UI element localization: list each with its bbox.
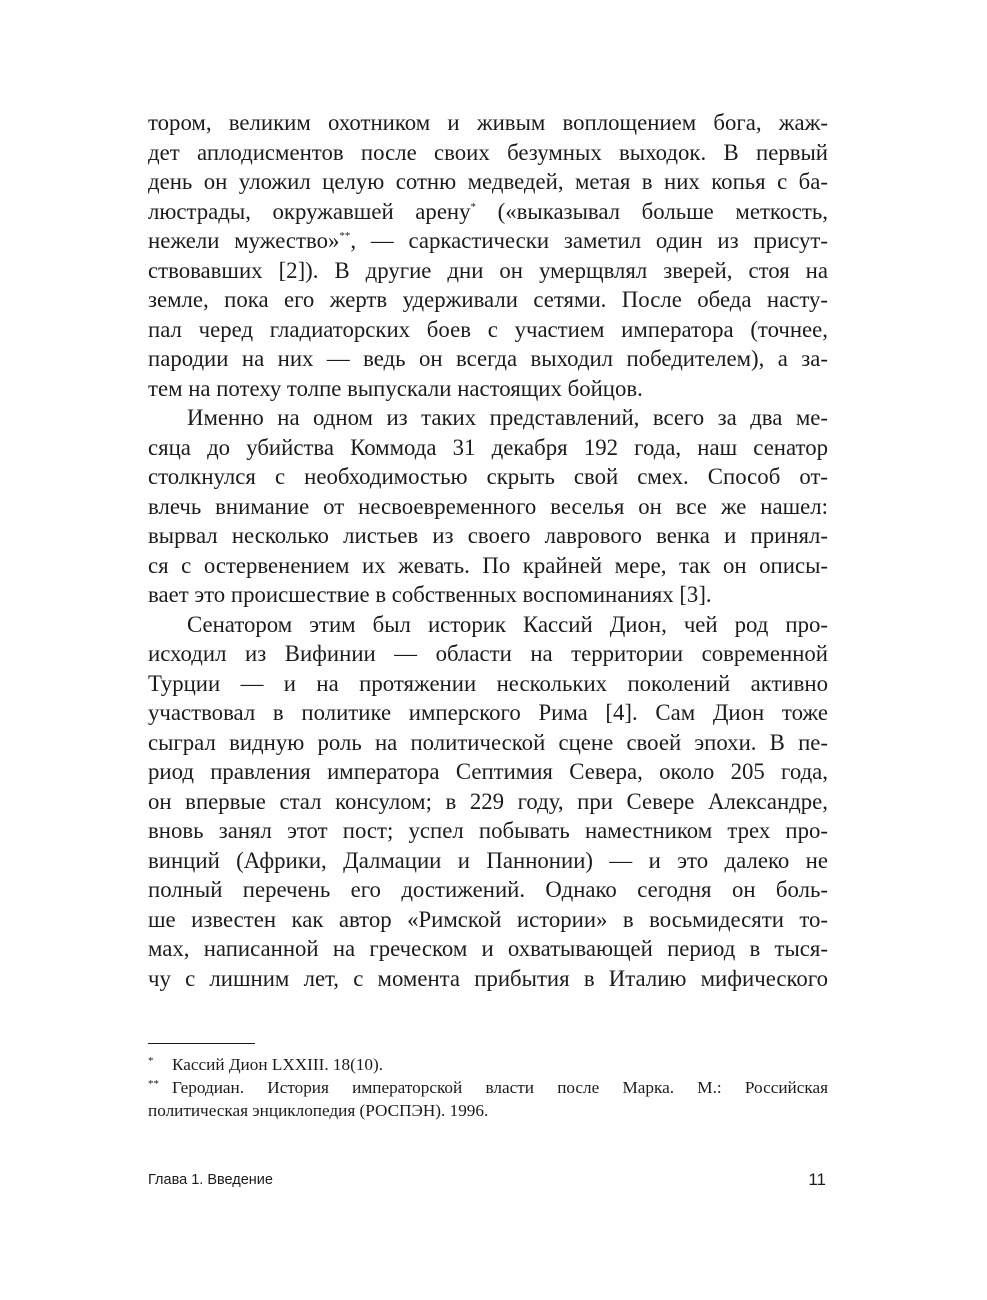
footnote-line: * Кассий Дион LXXIII. 18(10). [148,1055,384,1074]
paragraph [148,610,828,994]
paragraph [148,403,828,610]
footnote-reference: * [470,200,477,213]
main-text [148,108,828,993]
text-line: столкнулся с необходимостью скрыть свой смех. Способ от- [148,464,828,489]
text-line: мах, написанной на греческом и охватывающей период в тыся- [148,936,828,961]
text-line: вновь занял этот пост; успел побывать наместником трех про- [148,818,828,843]
text-line: Сенатором этим был историк Кассий Дион, чей род про- [187,611,828,637]
text-line: он впервые стал консулом; в 229 году, при Севере Александре, [148,788,828,814]
chapter-footer: Глава 1. Введение [148,1172,273,1188]
text-line: дет аплодисментов после своих безумных выходок. В первый [148,139,828,165]
text-line: ше известен как автор «Римской истории» в восьмидесяти то- [148,906,828,932]
footnotes [148,1053,828,1122]
text-line: сяца до убийства Коммода 31 декабря 192 года, наш сенатор [148,434,828,460]
footnote-divider [148,1043,255,1044]
footnote [148,1053,828,1076]
text-line: люстрады, окружавшей арену* («выказывал больше меткость, [148,198,828,224]
text-line: винций (Африки, Далмации и Паннонии) — и это далеко не [148,847,828,873]
footnote-reference: ** [339,230,351,242]
text-line: Турции — и на протяжении нескольких поколений активно [148,670,828,696]
text-line: вает это происшествие в собственных воспоминаниях [3]. [148,582,712,607]
text-line: Именно на одном из таких представлений, всего за два ме- [187,405,828,430]
page-number: 11 [808,1170,826,1189]
text-line: тем на потеху толпе выпускали настоящих бойцов. [148,375,643,401]
text-line: сыграл видную роль на политической сцене своей эпохи. В пе- [148,729,828,755]
text-line: риод правления императора Септимия Севера, около 205 года, [148,759,828,784]
paragraph [148,108,828,403]
text-line: нежели мужество»**, — саркастически заметил один из присут- [148,228,828,253]
text-line: влечь внимание от несвоевременного веселья он все же нашел: [148,493,828,519]
text-line: день он уложил целую сотню медведей, метая в них копья с ба- [148,169,828,194]
footnote-line: политическая энциклопедия (РОСПЭН). 1996. [148,1101,489,1120]
text-line: исходил из Вифинии — области на территории современной [148,641,828,666]
text-line: пал черед гладиаторских боев с участием императора (точнее, [148,316,828,342]
footnote [148,1076,828,1122]
text-line: ся с остервенением их жевать. По крайней мере, так он описы- [148,552,828,578]
text-line: ствовавших [2]). В другие дни он умерщвлял зверей, стоя на [148,257,828,283]
text-line: пародии на них — ведь он всегда выходил победителем), а за- [148,346,828,371]
footnote-line: ** Геродиан. История императорской власти после Марка. М.: Российская [148,1078,828,1097]
text-line: чу с лишним лет, с момента прибытия в Италию мифического [148,965,828,991]
text-line: тором, великим охотником и живым воплощением бога, жаж- [148,110,828,135]
text-line: участвовал в политике имперского Рима [4]. Сам Дион тоже [148,700,828,725]
text-line: вырвал несколько листьев из своего лаврового венка и принял- [148,523,828,548]
text-line: земле, пока его жертв удерживали сетями. После обеда насту- [148,287,828,312]
text-line: полный перечень его достижений. Однако сегодня он боль- [148,877,828,902]
